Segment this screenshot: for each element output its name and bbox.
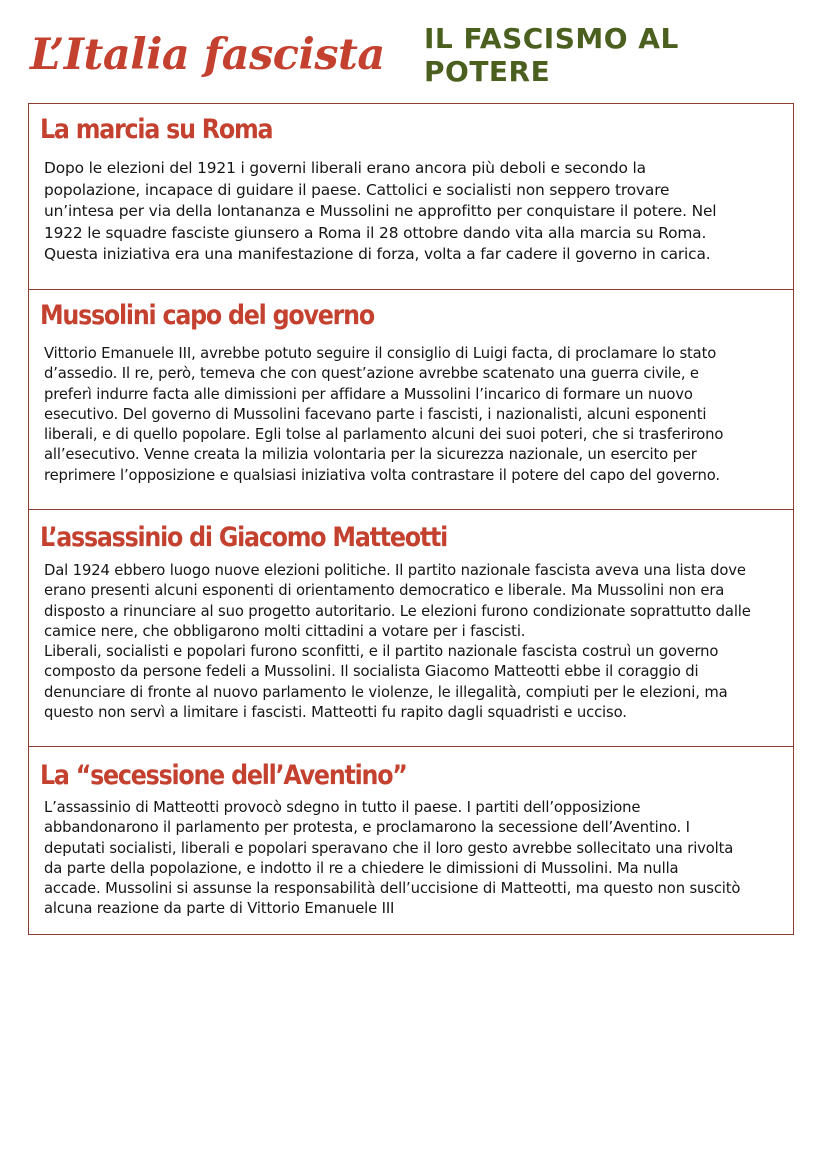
section-body	[44, 344, 723, 486]
body-line: Dopo le elezioni del 1921 i governi liberali erano ancora più deboli e secondo la	[44, 159, 646, 177]
page-subtitle-line-1: IL FASCISMO AL	[424, 22, 679, 55]
body-line: denunciare di fronte al nuovo parlamento le violenze, le illegalità, compiuti per le elezioni, ma	[44, 683, 728, 701]
body-line: popolazione, incapace di guidare il paese. Cattolici e socialisti non seppero trovare	[44, 180, 670, 199]
section-secessione-aventino	[29, 747, 793, 934]
body-line: Dal 1924 ebbero luogo nuove elezioni politiche. Il partito nazionale fascista aveva una lista dove	[44, 562, 746, 579]
section-heading: L’assassinio di Giacomo Matteotti	[40, 522, 448, 553]
section-heading: Mussolini capo del governo	[40, 300, 374, 331]
section-body	[44, 158, 716, 266]
section-heading: La marcia su Roma	[40, 114, 273, 145]
section-assassinio-matteotti	[29, 510, 793, 747]
body-line: deputati socialisti, liberali e popolari speravano che il loro gesto avrebbe sollecitato una rivolta	[44, 839, 734, 857]
page-title: L’Italia fascista	[30, 30, 385, 80]
body-line: questo non servì a limitare i fascisti. Matteotti fu rapito dagli squadristi e ucciso.	[44, 704, 627, 722]
body-line: Questa iniziativa era una manifestazione di forza, volta a far cadere il governo in carica.	[44, 245, 711, 263]
page-subtitle	[424, 22, 679, 88]
body-line: d’assedio. Il re, però, temeva che con quest’azione avrebbe scatenato una guerra civile, e	[44, 365, 699, 383]
body-line: 1922 le squadre fasciste giunsero a Roma il 28 ottobre dando vita alla marcia su Roma.	[44, 223, 707, 242]
body-line: esecutivo. Del governo di Mussolini facevano parte i fascisti, i nazionalisti, alcuni esponenti	[44, 405, 707, 423]
sections-container	[28, 103, 794, 935]
body-line: preferì indurre facta alle dimissioni per affidare a Mussolini l’incarico di formare un nuovo	[44, 385, 693, 403]
body-line: camice nere, che obbligarono molti cittadini a votare per i fascisti.	[44, 622, 526, 640]
body-line: composto da persone fedeli a Mussolini. Il socialista Giacomo Matteotti ebbe il coraggio di	[44, 663, 699, 681]
body-line: liberali, e di quello popolare. Egli tolse al parlamento alcuni dei suoi poteri, che si trasferirono	[44, 426, 724, 444]
body-line: reprimere l’opposizione e qualsiasi iniziativa volta contrastare il potere del capo del governo.	[44, 466, 720, 484]
body-line: accade. Mussolini si assunse la responsabilità dell’uccisione di Matteotti, ma questo non suscitò	[44, 880, 741, 898]
body-line: disposto a rinunciare al suo progetto autoritario. Le elezioni furono condizionate soprattutto dalle	[44, 602, 751, 620]
body-line: un’intesa per via della lontananza e Mussolini ne approfitto per conquistare il potere. Nel	[44, 202, 717, 220]
body-line: all’esecutivo. Venne creata la milizia volontaria per la sicurezza nazionale, un esercito per	[44, 446, 697, 464]
section-heading: La “secessione dell’Aventino”	[40, 760, 407, 791]
body-line: L’assassinio di Matteotti provocò sdegno in tutto il paese. I partiti dell’opposizione	[44, 799, 641, 816]
body-line: Vittorio Emanuele III, avrebbe potuto seguire il consiglio di Luigi facta, di proclamare lo stato	[44, 345, 717, 362]
section-mussolini-capo-del-governo	[29, 290, 793, 510]
section-body	[44, 561, 751, 723]
body-line: abbandonarono il parlamento per protesta, e proclamarono la secessione dell’Aventino. I	[44, 819, 690, 837]
body-line: da parte della popolazione, e indotto il re a chiedere le dimissioni di Mussolini. Ma nulla	[44, 859, 679, 877]
section-marcia-su-roma	[29, 104, 793, 290]
page-subtitle-line-2: POTERE	[424, 55, 551, 88]
body-line: Liberali, socialisti e popolari furono sconfitti, e il partito nazionale fascista costruì un governo	[44, 643, 719, 661]
body-line: erano presenti alcuni esponenti di orientamento democratico e liberale. Ma Mussolini non era	[44, 582, 725, 600]
section-body	[44, 798, 740, 920]
body-line: alcuna reazione da parte di Vittorio Emanuele III	[44, 900, 395, 918]
